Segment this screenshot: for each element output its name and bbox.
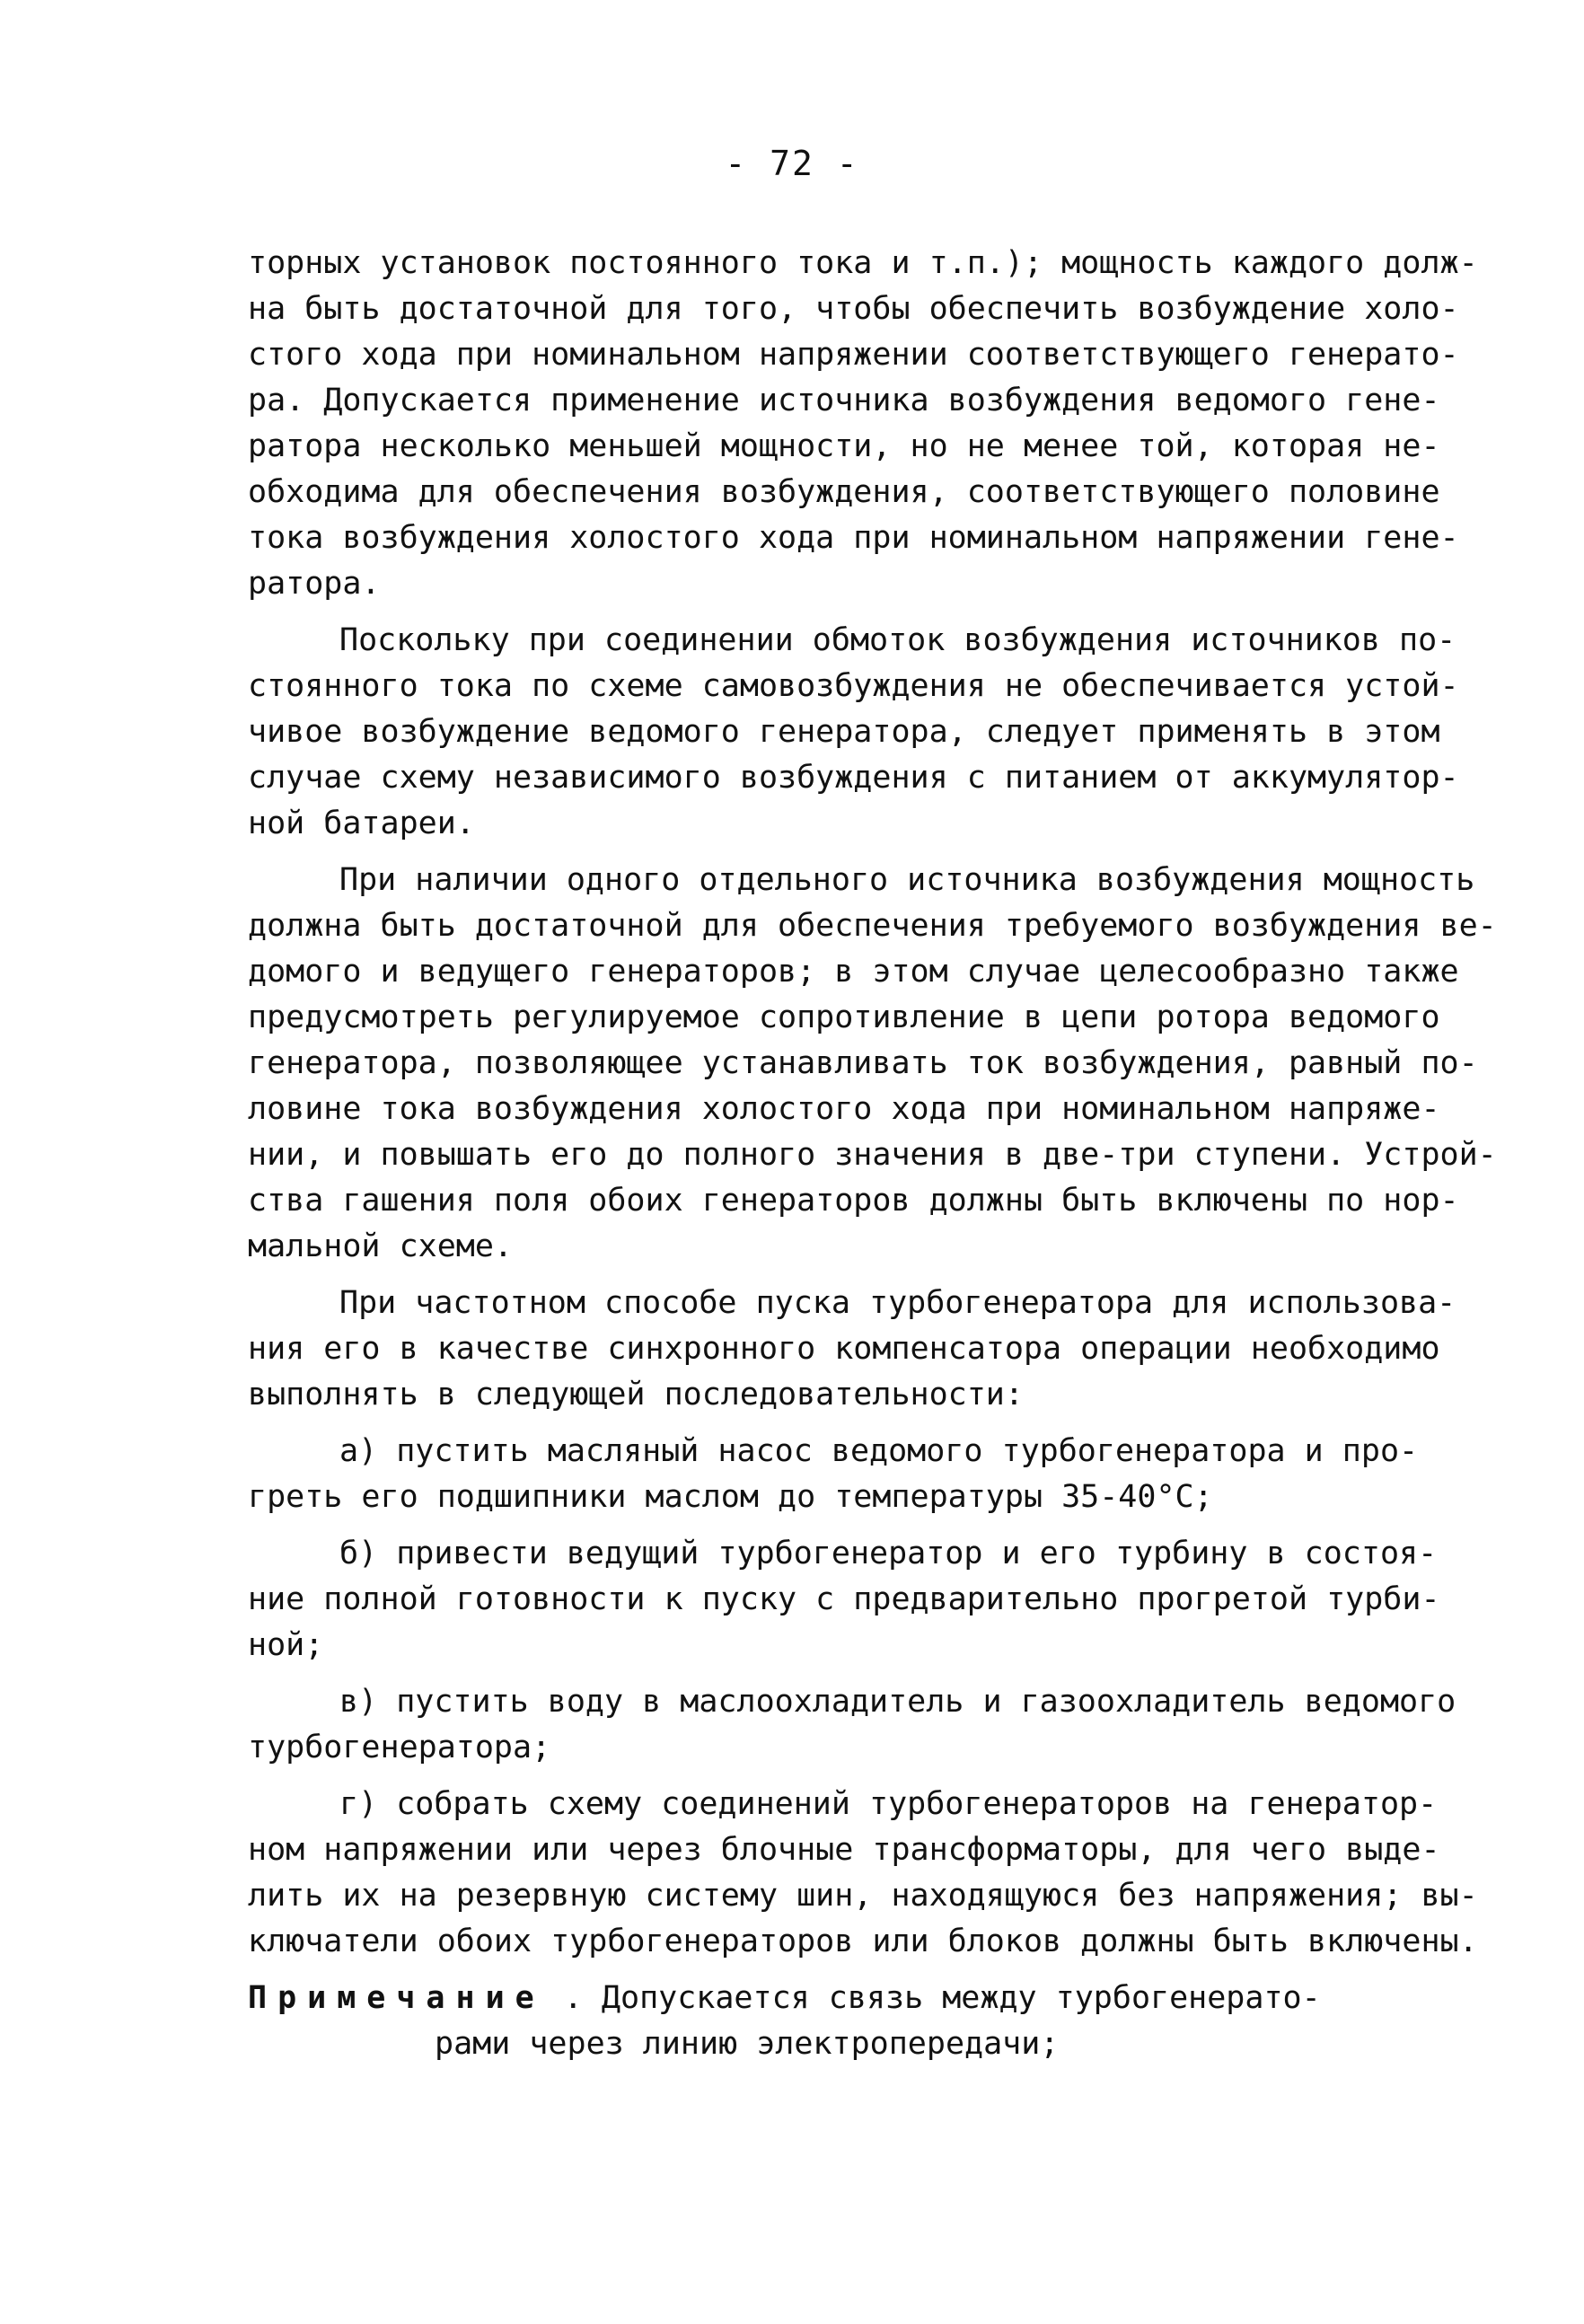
text-line: стого хода при номинальном напряжении соответствующего генерато- (248, 337, 1459, 373)
text-line: на быть достаточной для того, чтобы обеспечить возбуждение холо- (248, 291, 1459, 327)
text-line: ра. Допускается применение источника возбуждения ведомого гене- (248, 383, 1440, 418)
text-line: Поскольку при соединении обмоток возбуждения источников по- (339, 622, 1456, 658)
text-line: б) привести ведущий турбогенератор и его турбину в состоя- (339, 1536, 1438, 1571)
text-line: ном напряжении или через блочные трансформаторы, для чего выде- (248, 1832, 1440, 1868)
text-line: в) пустить воду в маслоохладитель и газоохладитель ведомого (339, 1684, 1456, 1720)
text-line: генератора, позволяющее устанавливать ток возбуждения, равный по- (248, 1045, 1478, 1081)
body-text (248, 241, 1497, 2067)
text-line: домого и ведущего генераторов; в этом случае целесообразно также (248, 954, 1459, 990)
text-line: предусмотреть регулируемое сопротивление в цепи ротора ведомого (248, 999, 1440, 1035)
text-line: чивое возбуждение ведомого генератора, следует применять в этом (248, 714, 1440, 750)
text-line: ния его в качестве синхронного компенсатора операции необходимо (248, 1331, 1440, 1367)
text-line: При наличии одного отдельного источника возбуждения мощность (339, 862, 1475, 898)
text-line: ключатели обоих турбогенераторов или блоков должны быть включены. (248, 1923, 1478, 1959)
note-line-2: рами через линию электропередачи; (435, 2026, 1060, 2062)
text-line: выполнять в следующей последовательности: (248, 1377, 1024, 1413)
note-line (248, 1976, 1469, 2021)
text-line: обходима для обеспечения возбуждения, соответствующего половине (248, 474, 1440, 510)
text-line: торных установок постоянного тока и т.п.); мощность каждого долж- (248, 245, 1478, 281)
note-text: . Допускается связь между турбогенерато- (544, 1980, 1321, 2016)
text-line: г) собрать схему соединений турбогенераторов на генератор- (339, 1786, 1438, 1822)
text-line: ние полной готовности к пуску с предварительно прогретой турби- (248, 1581, 1440, 1617)
text-line: ратора. (248, 566, 381, 602)
text-line: ной; (248, 1627, 324, 1663)
text-line: стоянного тока по схеме самовозбуждения не обеспечивается устой- (248, 668, 1459, 704)
text-line: турбогенератора; (248, 1730, 551, 1765)
text-line: а) пустить масляный насос ведомого турбогенератора и про- (339, 1433, 1419, 1469)
text-line: мальной схеме. (248, 1228, 514, 1264)
text-line: греть его подшипники маслом до температуры 35-40°С; (248, 1479, 1213, 1515)
text-line: При частотном способе пуска турбогенератора для использова- (339, 1285, 1456, 1321)
text-line: ной батареи. (248, 805, 475, 841)
note-label: Примечание (248, 1980, 545, 2016)
page-number: - 72 - (725, 144, 859, 183)
text-line: тока возбуждения холостого хода при номинальном напряжении гене- (248, 520, 1459, 556)
text-line: случае схему независимого возбуждения с питанием от аккумулятор- (248, 760, 1459, 796)
text-line: ловине тока возбуждения холостого хода при номинальном напряже- (248, 1091, 1440, 1127)
text-line: нии, и повышать его до полного значения в две-три ступени. Устрой- (248, 1137, 1497, 1173)
text-line: лить их на резервную систему шин, находящуюся без напряжения; вы- (248, 1878, 1478, 1914)
text-line: должна быть достаточной для обеспечения требуемого возбуждения ве- (248, 908, 1497, 944)
text-line: ратора несколько меньшей мощности, но не менее той, которая не- (248, 428, 1440, 464)
text-line: ства гашения поля обоих генераторов должны быть включены по нор- (248, 1183, 1459, 1219)
